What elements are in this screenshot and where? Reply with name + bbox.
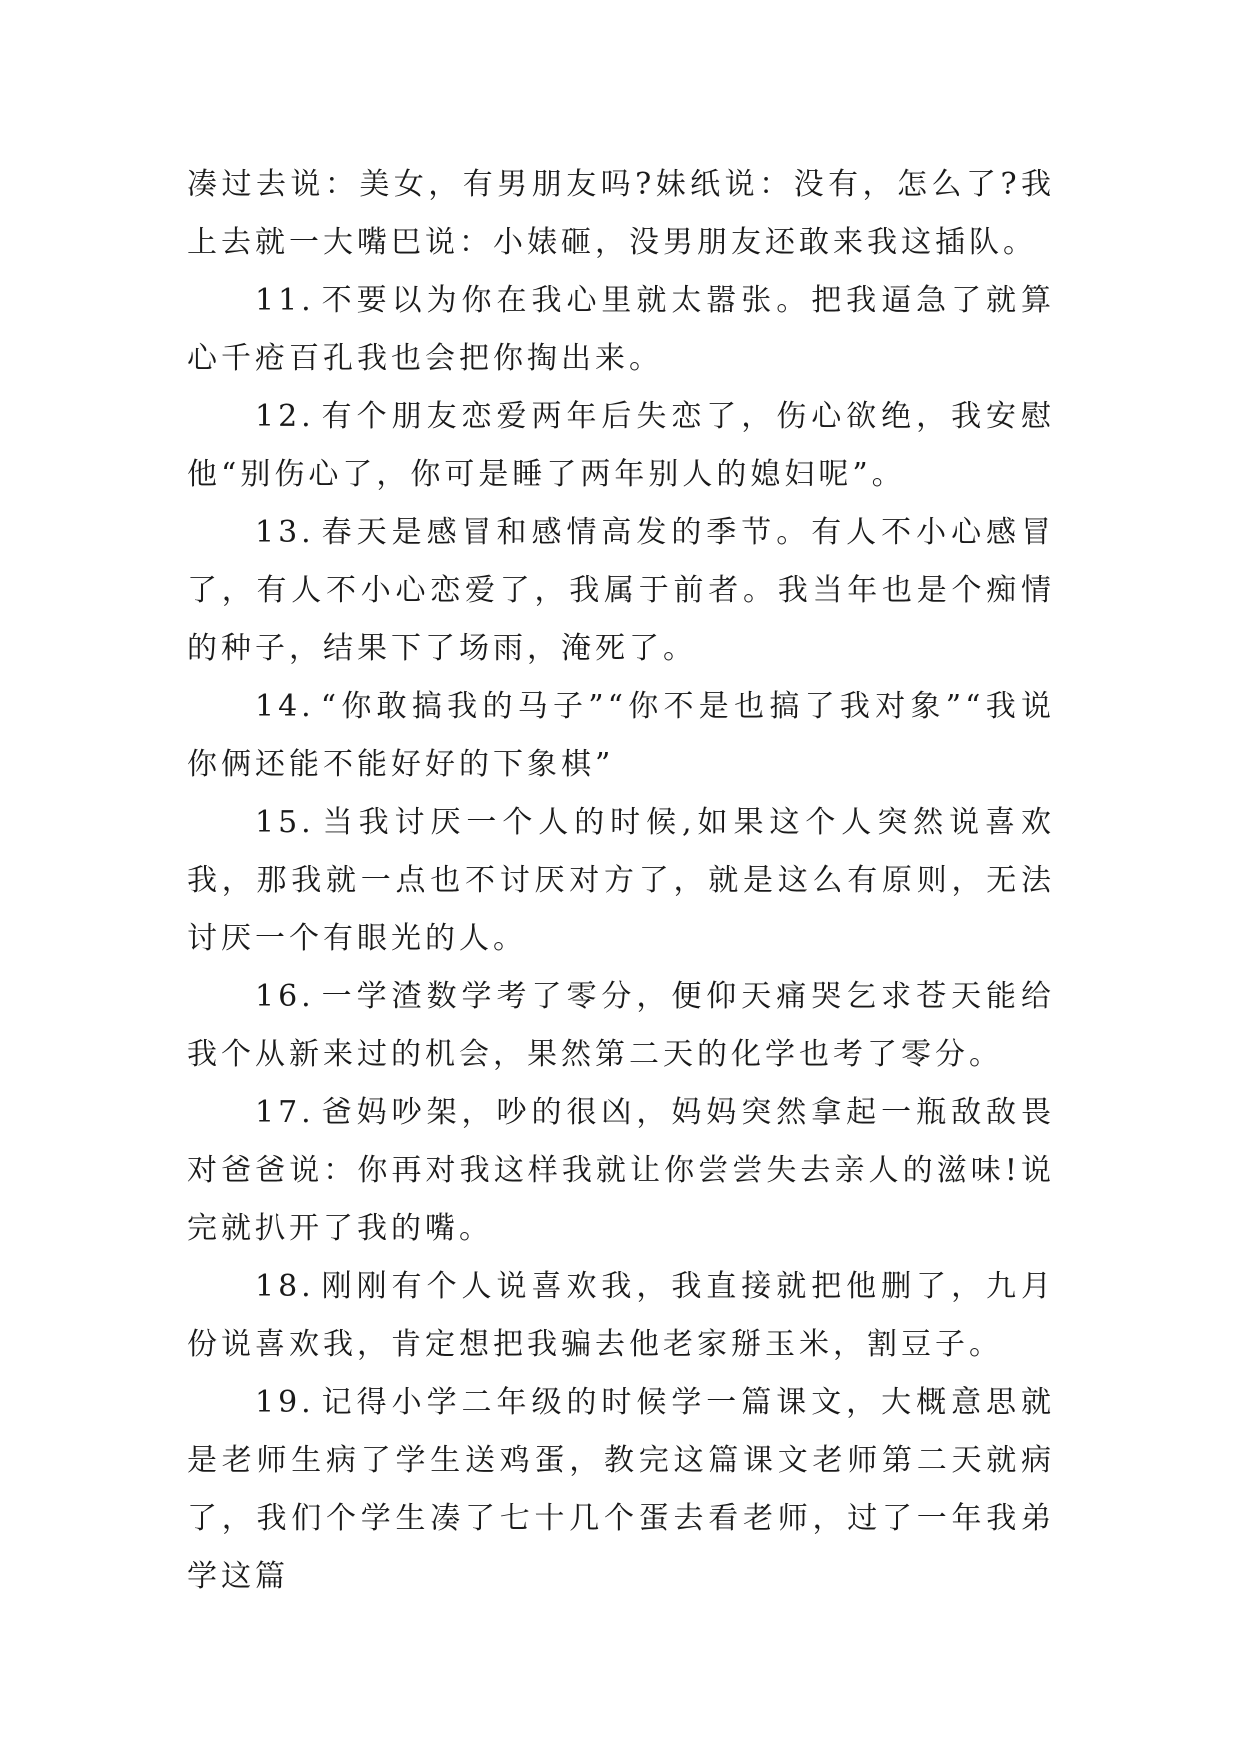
paragraph-continuation: [187, 156, 1055, 272]
paragraph-text: 爸妈吵架，吵的很凶，妈妈突然拿起一瓶敌敌畏对爸爸说：你再对我这样我就让你尝尝失去亲人的滋味!说完就扒开了我的嘴。: [187, 1095, 1055, 1246]
paragraph-number: 16.: [255, 979, 315, 1014]
paragraph-text: “你敢搞我的马子”“你不是也搞了我对象”“我说你俩还能不能好好的下象棋”: [187, 689, 1055, 782]
paragraph-16: [187, 968, 1055, 1084]
paragraph-text: 当我讨厌一个人的时候,如果这个人突然说喜欢我，那我就一点也不讨厌对方了，就是这么有原则，无法讨厌一个有眼光的人。: [187, 805, 1055, 956]
paragraph-14: [187, 678, 1055, 794]
paragraph-text: 春天是感冒和感情高发的季节。有人不小心感冒了，有人不小心恋爱了，我属于前者。我当年也是个痴情的种子，结果下了场雨，淹死了。: [187, 515, 1055, 666]
paragraph-12: [187, 388, 1055, 504]
paragraph-13: [187, 504, 1055, 678]
paragraph-number: 19.: [255, 1385, 315, 1420]
paragraph-number: 17.: [255, 1095, 315, 1130]
document-body: [187, 156, 1055, 1606]
paragraph-text: 刚刚有个人说喜欢我，我直接就把他删了，九月份说喜欢我，肯定想把我骗去他老家掰玉米，割豆子。: [187, 1269, 1055, 1362]
paragraph-15: [187, 794, 1055, 968]
paragraph-text: 记得小学二年级的时候学一篇课文，大概意思就是老师生病了学生送鸡蛋，教完这篇课文老师第二天就病了，我们个学生凑了七十几个蛋去看老师，过了一年我弟学这篇: [187, 1385, 1055, 1594]
paragraph-number: 18.: [255, 1269, 315, 1304]
paragraph-17: [187, 1084, 1055, 1258]
paragraph-text: 不要以为你在我心里就太嚣张。把我逼急了就算心千疮百孔我也会把你掏出来。: [187, 283, 1055, 376]
paragraph-number: 13.: [255, 515, 315, 550]
paragraph-19: [187, 1374, 1055, 1606]
paragraph-number: 14.: [255, 689, 315, 724]
paragraph-text: 有个朋友恋爱两年后失恋了，伤心欲绝，我安慰他“别伤心了，你可是睡了两年别人的媳妇呢”。: [187, 399, 1055, 492]
paragraph-11: [187, 272, 1055, 388]
paragraph-text: 凑过去说：美女，有男朋友吗?妹纸说：没有，怎么了?我上去就一大嘴巴说：小婊砸，没男朋友还敢来我这插队。: [187, 167, 1055, 260]
paragraph-number: 12.: [255, 399, 315, 434]
paragraph-18: [187, 1258, 1055, 1374]
paragraph-number: 11.: [255, 283, 315, 318]
paragraph-number: 15.: [255, 805, 315, 840]
paragraph-text: 一学渣数学考了零分，便仰天痛哭乞求苍天能给我个从新来过的机会，果然第二天的化学也考了零分。: [187, 979, 1055, 1072]
